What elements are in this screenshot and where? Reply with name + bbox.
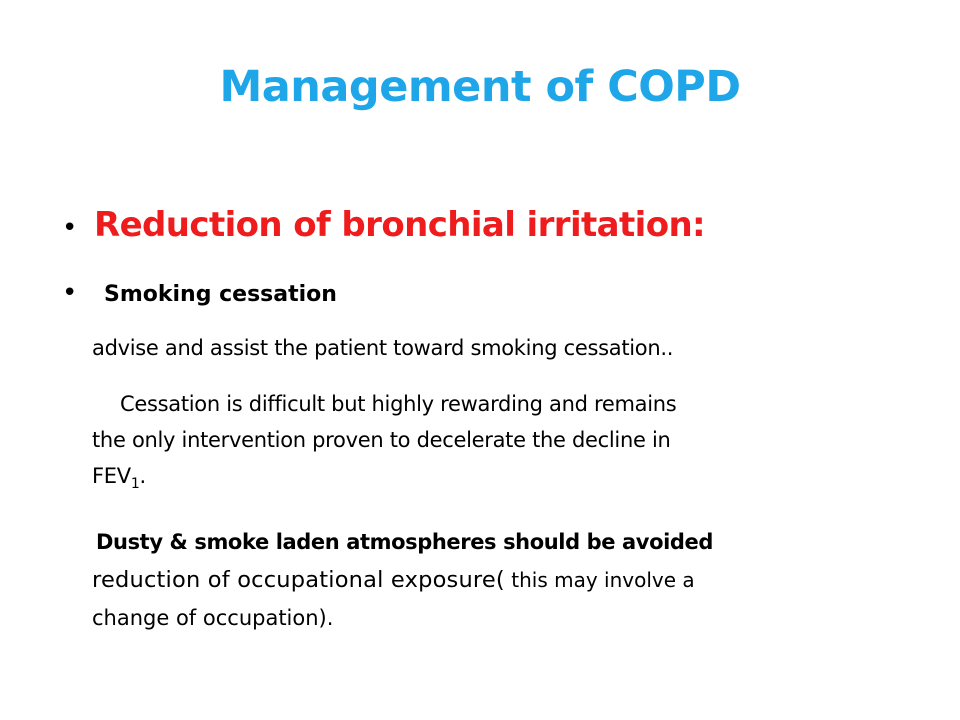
- paragraph-line: change of occupation).: [92, 606, 334, 630]
- paragraph-dusty: [92, 523, 713, 637]
- fev-subscript: 1: [130, 476, 140, 493]
- bullet-smoking-cessation: [62, 278, 337, 308]
- bullet-icon: •: [62, 213, 78, 243]
- fev-text: FEV: [92, 464, 131, 488]
- paragraph-line-fev: [92, 458, 676, 502]
- paragraph-text-small: this may involve a: [504, 568, 695, 592]
- paragraph-cessation: [92, 386, 676, 502]
- paragraph-text-large: reduction of occupational exposure(: [92, 567, 505, 593]
- paragraph-line: [92, 561, 713, 599]
- bullet-icon: •: [62, 278, 78, 308]
- bullet-subheading: Smoking cessation: [104, 282, 337, 307]
- paragraph-line: Cessation is difficult but highly rewarding and remains: [120, 392, 677, 416]
- paragraph-advise: advise and assist the patient toward smoking cessation..: [92, 336, 674, 360]
- fev-period: .: [139, 464, 146, 488]
- slide-title: Management of COPD: [219, 62, 741, 112]
- bullet-heading: Reduction of bronchial irritation:: [94, 205, 706, 245]
- bullet-reduction-of-bronchial-irritation: [62, 205, 705, 245]
- paragraph-line-bold: Dusty & smoke laden atmospheres should be avoided: [96, 530, 714, 554]
- paragraph-line: the only intervention proven to decelerate the decline in: [92, 428, 671, 452]
